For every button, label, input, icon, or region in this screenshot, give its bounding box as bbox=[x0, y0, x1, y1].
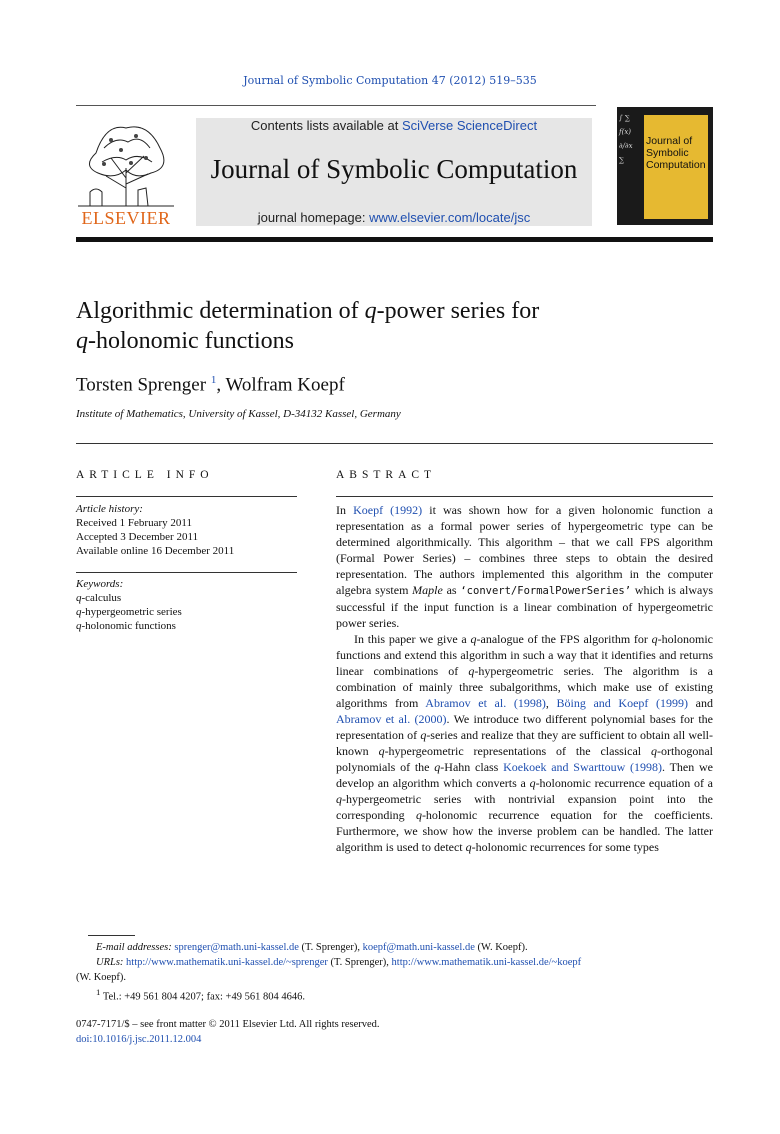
url-link[interactable]: http://www.mathematik.uni-kassel.de/~koepf bbox=[391, 957, 582, 968]
url-link[interactable]: http://www.mathematik.uni-kassel.de/~sprenger bbox=[126, 957, 328, 968]
keyword-item: q-calculus bbox=[76, 592, 122, 604]
paper-title: Algorithmic determination of q-power series for q-holonomic functions bbox=[76, 298, 540, 354]
contents-prefix: Contents lists available at bbox=[250, 118, 402, 133]
abstract-heading: ABSTRACT bbox=[336, 469, 437, 481]
accepted-date: Accepted 3 December 2011 bbox=[76, 531, 199, 543]
abstract-body bbox=[336, 502, 713, 855]
history-label: Article history: bbox=[76, 503, 143, 515]
copyright-line: 0747-7171/$ – see front matter © 2011 Elsevier Ltd. All rights reserved. bbox=[76, 1019, 380, 1030]
copyright-block bbox=[76, 1017, 380, 1047]
doi-link[interactable]: doi:10.1016/j.jsc.2011.12.004 bbox=[76, 1034, 202, 1045]
keyword-item: q-holonomic functions bbox=[76, 620, 176, 632]
author-name: Wolfram Koepf bbox=[225, 374, 345, 396]
cover-title-line: Symbolic bbox=[646, 147, 689, 159]
cover-title-line: Journal of bbox=[646, 135, 693, 147]
journal-title: Journal of Symbolic Computation bbox=[210, 154, 578, 184]
url-footnote-continued: (W. Koepf). bbox=[76, 972, 127, 983]
footnotes bbox=[76, 940, 713, 1005]
keywords-rule bbox=[76, 572, 297, 573]
journal-reference-link[interactable]: Journal of Symbolic Computation 47 (2012) 519–535 bbox=[243, 74, 537, 87]
article-info-heading: ARTICLE INFO bbox=[76, 469, 214, 481]
cover-title bbox=[646, 135, 708, 171]
section-rule bbox=[76, 443, 713, 444]
abstract-paragraph: In Koepf (1992) it was shown how for a given holonomic function a representation as a formal power series of hypergeometric type can be determined algorithmically. This algorithm – that we call FPS algorithm (Formal Power Series) – combines three steps to obtain the desired representation. The authors implemented this algorithm in the computer algebra system Maple as ‘convert/FormalPowerSeries’ which is always successful if the input function is a linear combination of hypergeometric power series. bbox=[336, 503, 713, 630]
email-footnote: E-mail addresses: sprenger@math.uni-kassel.de (T. Sprenger), koepf@math.uni-kassel.de (W. Koepf). bbox=[96, 942, 528, 953]
article-info-rule bbox=[76, 496, 297, 497]
article-history bbox=[76, 502, 297, 558]
journal-homepage-link[interactable]: www.elsevier.com/locate/jsc bbox=[369, 210, 531, 225]
cover-formula-decoration: ∫ ∑ f(x) ∂/∂x ∑ bbox=[619, 114, 633, 164]
keywords-label: Keywords: bbox=[76, 578, 124, 590]
citation-link[interactable]: Abramov et al. (2000) bbox=[336, 712, 447, 726]
elsevier-wordmark: ELSEVIER bbox=[81, 208, 171, 228]
citation-link[interactable]: Abramov et al. (1998) bbox=[425, 696, 546, 710]
phone-footnote: $^1$ Tel.: +49 561 804 4207; fax: +49 561 804 4646. bbox=[96, 987, 305, 1003]
homepage-line bbox=[196, 210, 592, 225]
cover-panel bbox=[644, 115, 708, 219]
journal-masthead bbox=[196, 118, 592, 226]
abstract-paragraph: In this paper we give a q-analogue of the FPS algorithm for q-holonomic functions and extend this algorithm in such a way that it identifies and returns linear combinations of q-hypergeometric series. The algorithm is a combination of mainly three subalgorithms, which make use of existing algorithms from Abramov et al. (1998), Böing and Koepf (1999) and Abramov et al. (2000). We introduce two different polynomial bases for the representation of q-series and realize that they are sufficient to obtain all well-known q-hypergeometric representations of the classical q-orthogonal polynomials of the q-Hahn class Koekoek and Swarttouw (1998). Then we develop an algorithm which converts a q-holonomic recurrence equation of a q-hypergeometric series with nontrivial expansion point into the corresponding q-holonomic recurrence equation for the coefficients. Furthermore, we show how the inverse problem can be handled. The latter algorithm is used to detect q-holonomic recurrences for some types bbox=[336, 632, 714, 854]
email-link[interactable]: sprenger@math.uni-kassel.de bbox=[174, 942, 299, 953]
keywords bbox=[76, 577, 297, 633]
top-rule bbox=[76, 105, 596, 106]
author-list: Torsten Sprenger $^1$, Wolfram Koepf bbox=[76, 374, 345, 396]
keyword-item: q-hypergeometric series bbox=[76, 606, 182, 618]
homepage-prefix: journal homepage: bbox=[257, 210, 370, 225]
journal-cover-image bbox=[617, 107, 713, 225]
elsevier-tree-icon bbox=[76, 118, 176, 208]
elsevier-logo bbox=[76, 118, 176, 228]
citation-link[interactable]: Böing and Koepf (1999) bbox=[556, 696, 689, 710]
header-thick-rule bbox=[76, 237, 713, 242]
citation-link[interactable]: Koekoek and Swarttouw (1998) bbox=[503, 760, 663, 774]
footnote-rule bbox=[88, 935, 135, 936]
cover-title-line: Computation bbox=[646, 159, 706, 171]
footnote-marker-link[interactable]: 1 bbox=[210, 374, 217, 386]
contents-line bbox=[196, 118, 592, 133]
url-footnote: URLs: http://www.mathematik.uni-kassel.de/~sprenger (T. Sprenger), http://www.mathematik.uni-kassel.de/~koepf bbox=[96, 957, 582, 968]
sciencedirect-link[interactable]: SciVerse ScienceDirect bbox=[401, 118, 538, 133]
affiliation: Institute of Mathematics, University of Kassel, D-34132 Kassel, Germany bbox=[76, 408, 401, 420]
citation-link[interactable]: Koepf (1992) bbox=[353, 503, 423, 517]
received-date: Received 1 February 2011 bbox=[76, 517, 192, 529]
online-date: Available online 16 December 2011 bbox=[76, 545, 235, 557]
email-link[interactable]: koepf@math.uni-kassel.de bbox=[362, 942, 475, 953]
author-name: Torsten Sprenger bbox=[76, 374, 207, 396]
abstract-rule bbox=[336, 496, 713, 497]
